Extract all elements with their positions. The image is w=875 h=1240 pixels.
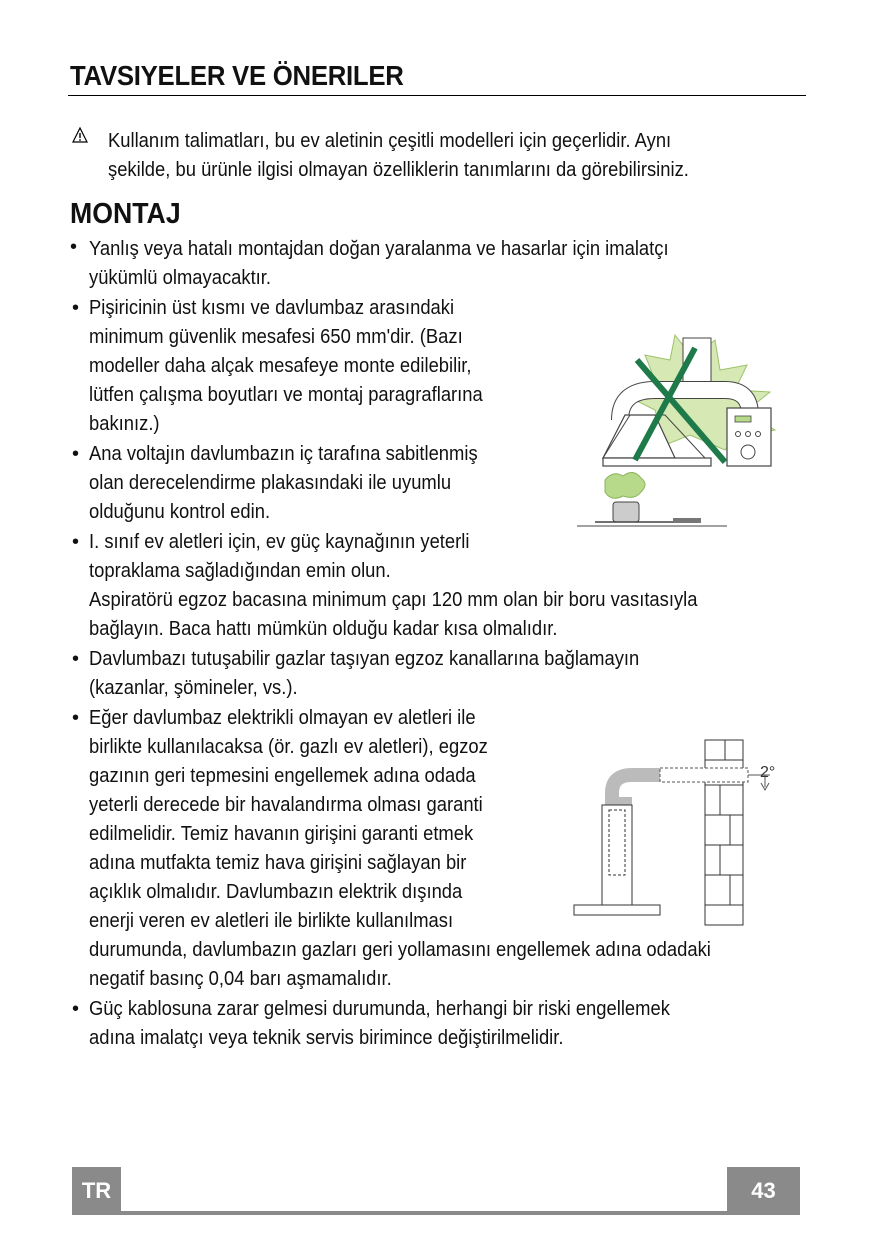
bullet-marker: •	[72, 443, 80, 465]
bullet-6-line-4: yeterli derecede bir havalandırma olması garanti	[89, 794, 483, 816]
bullet-5-line-2: (kazanlar, şömineler, vs.).	[89, 677, 298, 699]
bullet-7-line-2: adına imalatçı veya teknik servis birimince değiştirilmelidir.	[89, 1027, 564, 1049]
bullet-4-line-1: I. sınıf ev aletleri için, ev güç kaynağının yeterli	[89, 531, 470, 553]
hood-cooker-figure	[575, 330, 785, 530]
bullet-marker: •	[72, 998, 80, 1020]
bullet-6-line-7: açıklık olmalıdır. Davlumbazın elektrik dışında	[89, 881, 463, 903]
bullet-marker: •	[70, 236, 78, 258]
bullet-3-line-3: olduğunu kontrol edin.	[89, 501, 271, 523]
bullet-6-line-5: edilmelidir. Temiz havanın girişini garanti etmek	[89, 823, 474, 845]
bullet-2-line-3: modeller daha alçak mesafeye monte edilebilir,	[89, 355, 472, 377]
footer-rule	[72, 1211, 800, 1215]
bullet-1-line-1: Yanlış veya hatalı montajdan doğan yaralanma ve hasarlar için imalatçı	[89, 238, 669, 260]
page-title: TAVSIYELER VE ÖNERILER	[70, 60, 404, 91]
intro-line-1: Kullanım talimatları, bu ev aletinin çeşitli modelleri için geçerlidir. Aynı	[108, 130, 672, 152]
bullet-7-line-1: Güç kablosuna zarar gelmesi durumunda, herhangi bir riski engellemek	[89, 998, 670, 1020]
title-rule	[68, 95, 806, 96]
bullet-3-line-1: Ana voltajın davlumbazın iç tarafına sabitlenmiş	[89, 443, 478, 465]
bullet-6-line-8: enerji veren ev aletleri ile birlikte kullanılması	[89, 910, 454, 932]
bullet-2-line-4: lütfen çalışma boyutları ve montaj paragraflarına	[89, 384, 483, 406]
bullet-4-line-2: topraklama sağladığından emin olun.	[89, 560, 391, 582]
bullet-1-line-2: yükümlü olmayacaktır.	[89, 267, 272, 289]
bullet-2-line-1: Pişiricinin üst kısmı ve davlumbaz arasındaki	[89, 297, 455, 319]
intro-line-2: şekilde, bu ürünle ilgisi olmayan özelliklerin tanımlarını da görebilirsiniz.	[108, 159, 689, 181]
bullet-2-line-5: bakınız.)	[89, 413, 160, 435]
bullet-6-line-10: negatif basınç 0,04 barı aşmamalıdır.	[89, 968, 392, 990]
bullet-marker: •	[72, 648, 80, 670]
bullet-6-line-9: durumunda, davlumbazın gazları geri yollamasını engellemek adına odadaki	[89, 939, 711, 961]
bullet-marker: •	[72, 531, 80, 553]
language-badge: TR	[72, 1167, 121, 1215]
bullet-marker: •	[72, 707, 80, 729]
duct-wall-figure	[570, 735, 790, 935]
bullet-4-line-3: Aspiratörü egzoz bacasına minimum çapı 120 mm olan bir boru vasıtasıyla	[89, 589, 698, 611]
bullet-5-line-1: Davlumbazı tutuşabilir gazlar taşıyan egzoz kanallarına bağlamayın	[89, 648, 640, 670]
bullet-6-line-1: Eğer davlumbaz elektrikli olmayan ev aletleri ile	[89, 707, 476, 729]
page-number: 43	[727, 1167, 800, 1215]
bullet-marker: •	[72, 297, 80, 319]
bullet-6-line-3: gazının geri tepmesini engellemek adına odada	[89, 765, 476, 787]
bullet-6-line-6: adına mutfakta temiz hava girişini sağlayan bir	[89, 852, 467, 874]
bullet-6-line-2: birlikte kullanılacaksa (ör. gazlı ev aletleri), egzoz	[89, 736, 488, 758]
bullet-4-line-4: bağlayın. Baca hattı mümkün olduğu kadar kısa olmalıdır.	[89, 618, 558, 640]
section-title: MONTAJ	[70, 198, 181, 230]
warning-icon	[72, 127, 88, 143]
bullet-2-line-2: minimum güvenlik mesafesi 650 mm'dir. (Bazı	[89, 326, 463, 348]
bullet-3-line-2: olan derecelendirme plakasındaki ile uyumlu	[89, 472, 452, 494]
angle-label: 2°	[760, 764, 776, 781]
